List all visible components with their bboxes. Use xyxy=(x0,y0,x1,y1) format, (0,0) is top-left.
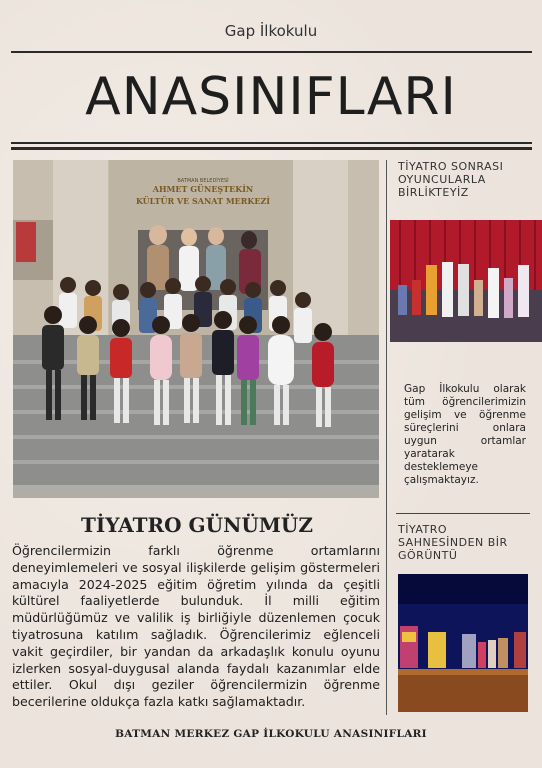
actors-photo-illustration xyxy=(390,220,542,342)
stage-photo xyxy=(398,574,528,712)
sidebar-heading-stage: TİYATRO SAHNESİNDEN BİR GÖRÜNTÜ xyxy=(398,523,508,562)
title-rule-1 xyxy=(11,142,532,144)
sign-line-2: AHMET GÜNEŞTEKİN xyxy=(152,184,254,194)
sidebar-heading-after-play: TİYATRO SONRASI OYUNCULARLA BİRLİKTEYİZ xyxy=(398,160,504,199)
main-group-photo xyxy=(13,160,379,498)
top-rule xyxy=(11,51,532,53)
school-name: Gap İlkokulu xyxy=(224,22,318,40)
stage-photo-illustration xyxy=(398,574,528,712)
group-photo-illustration xyxy=(13,160,379,498)
article-body: Öğrencilermizin farklı öğrenme ortamlarını deneyimlemeleri ve sosyal ilişkilerde gelişim göstermeleri amacıyla 2024-2025 eğitim öğretim yılında da çeşitli kültürel faaliyetlerde bulunduk. İl milli eğitim müdürlüğümüz ve valilik iş birliğiyle düzenlemen çocuk tiyatrosuna katılım sağladık. Öğrencilerimiz eğlenceli vakit geçirdiler, bir yandan da arkadaşlık konulu oyunu izlerken sosyal-duygusal alanda faydalı kazanımlar elde ettiler. Okul dışı geziler öğrencilermizin öğrenme becerilerine oldukça fazla katkı sağlamaktadır. xyxy=(12,543,380,710)
actors-photo xyxy=(390,220,542,342)
page-title: ANASINIFLARI xyxy=(85,67,457,127)
footer-text: BATMAN MERKEZ GAP İLKOKULU ANASINIFLARI xyxy=(115,728,427,740)
title-rule-2 xyxy=(11,147,532,150)
sidebar-rule xyxy=(396,513,530,514)
section-title: TİYATRO GÜNÜMÜZ xyxy=(81,513,313,537)
sign-line-1: BATMAN BELEDİYESİ xyxy=(177,178,229,184)
sidebar-text: Gap İlkokulu olarak tüm öğrencilerimizin gelişim ve öğrenme süreçlerini onlara uygun ortamlar yaratarak desteklemeye çalışmaktayız. xyxy=(404,383,526,486)
column-divider xyxy=(386,160,387,715)
sign-line-3: KÜLTÜR VE SANAT MERKEZİ xyxy=(135,196,271,206)
